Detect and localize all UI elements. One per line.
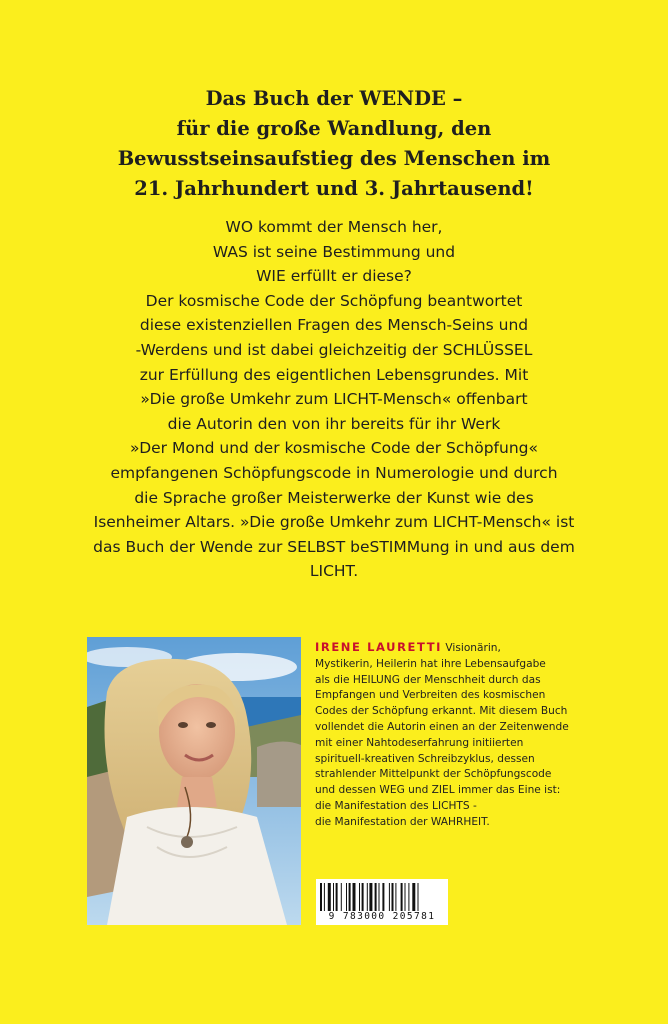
bio-line: Visionärin, bbox=[442, 642, 501, 654]
barcode-digits: 9 783000 205781 bbox=[328, 911, 436, 922]
blurb-text bbox=[40, 215, 628, 584]
blurb-line: die Autorin den von ihr bereits für ihr Werk bbox=[167, 414, 501, 433]
headline-line: Das Buch der WENDE – bbox=[205, 87, 463, 110]
blurb-line: das Buch der Wende zur SELBST beSTIMMung in und aus dem bbox=[93, 537, 575, 556]
blurb-line: die Sprache großer Meisterwerke der Kunst wie des bbox=[134, 488, 534, 507]
headline bbox=[60, 84, 608, 204]
barcode bbox=[316, 879, 448, 925]
blurb-line: WAS ist seine Bestimmung und bbox=[212, 242, 456, 261]
headline-line: für die große Wandlung, den bbox=[176, 117, 492, 140]
bio-line: und dessen WEG und ZIEL immer das Eine ist: bbox=[315, 784, 561, 797]
bio-line: strahlender Mittelpunkt der Schöpfungscode bbox=[315, 768, 552, 781]
bio-line: spirituell-kreativen Schreibzyklus, dessen bbox=[315, 752, 535, 765]
author-photo-illustration bbox=[87, 637, 301, 925]
blurb-line: Isenheimer Altars. »Die große Umkehr zum LICHT-Mensch« ist bbox=[93, 513, 575, 532]
author-bio bbox=[315, 640, 615, 831]
bio-line: die Manifestation der WAHRHEIT. bbox=[315, 815, 490, 828]
blurb-line: WO kommt der Mensch her, bbox=[225, 218, 443, 236]
blurb-line: »Die große Umkehr zum LICHT-Mensch« offenbart bbox=[140, 390, 528, 409]
bio-line: mit einer Nahtodeserfahrung initiierten bbox=[315, 736, 524, 749]
headline-line: Bewusstseinsaufstieg des Menschen im bbox=[117, 147, 551, 170]
blurb-line: »Der Mond und der kosmische Code der Schöpfung« bbox=[129, 439, 538, 458]
blurb-line: empfangenen Schöpfungscode in Numerologie und durch bbox=[110, 463, 558, 482]
bio-line: Empfangen und Verbreiten des kosmischen bbox=[315, 689, 546, 702]
author-photo bbox=[87, 637, 301, 925]
blurb-line: LICHT. bbox=[309, 562, 359, 581]
bio-line: die Manifestation des LICHTS - bbox=[315, 799, 477, 812]
blurb-line: WIE erfüllt er diese? bbox=[256, 267, 412, 286]
bio-line: als die HEILUNG der Menschheit durch das bbox=[315, 673, 541, 686]
author-name: IRENE LAURETTI bbox=[315, 640, 443, 654]
barcode-bars bbox=[320, 883, 444, 911]
headline-line: 21. Jahrhundert und 3. Jahrtausend! bbox=[134, 177, 534, 200]
blurb-line: Der kosmische Code der Schöpfung beantwortet bbox=[145, 291, 523, 310]
bio-line: Codes der Schöpfung erkannt. Mit diesem Buch bbox=[315, 705, 568, 718]
blurb-line: zur Erfüllung des eigentlichen Lebensgrundes. Mit bbox=[139, 365, 529, 384]
bio-line: Mystikerin, Heilerin hat ihre Lebensaufgabe bbox=[315, 657, 546, 670]
blurb-line: -Werdens und ist dabei gleichzeitig der SCHLÜSSEL bbox=[135, 340, 533, 359]
blurb-line: diese existenziellen Fragen des Mensch-Seins und bbox=[139, 316, 529, 335]
bio-line: vollendet die Autorin einen an der Zeitenwende bbox=[315, 720, 569, 733]
bio-first-line bbox=[315, 640, 615, 657]
